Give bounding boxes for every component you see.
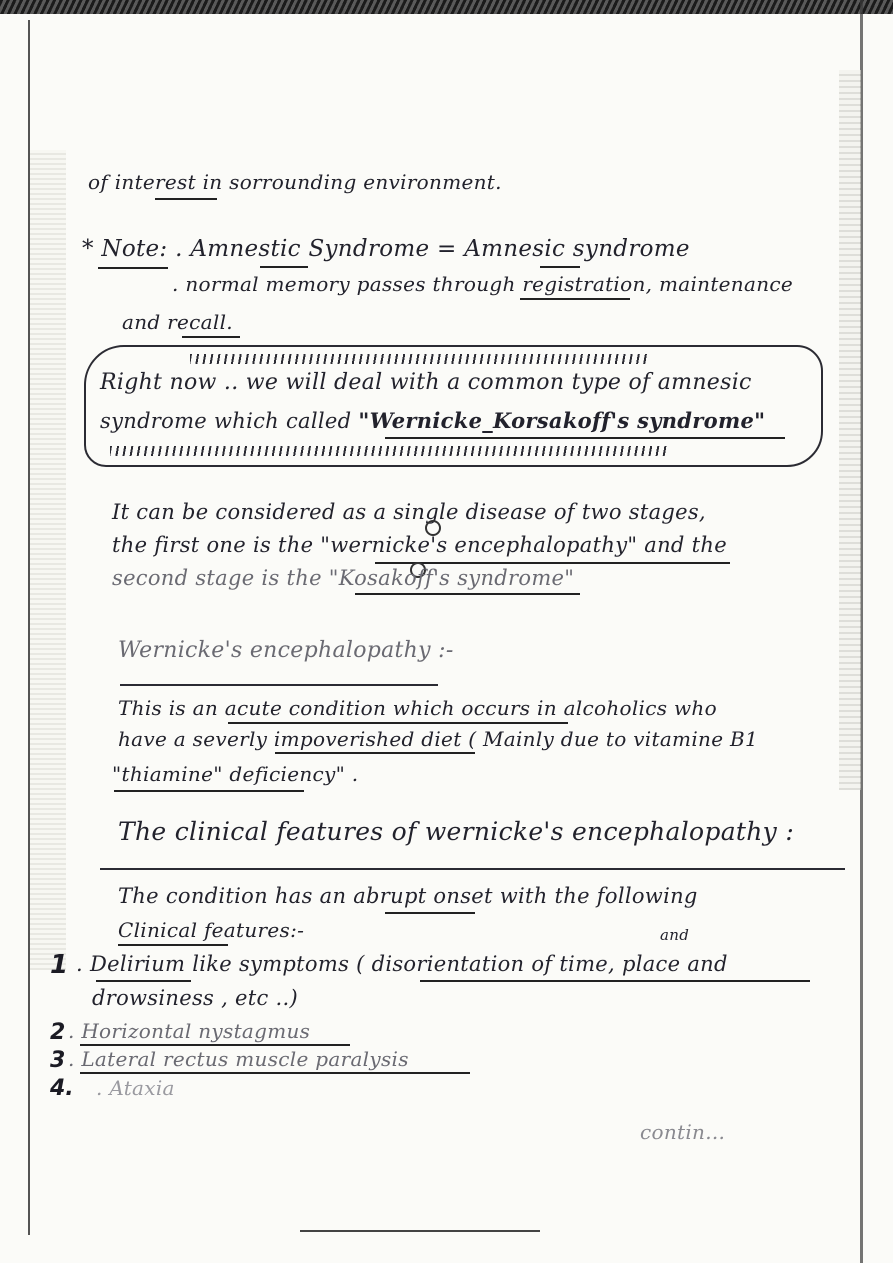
underline-amnesic: [540, 266, 580, 268]
text-line-second-stage: second stage is the "Kosakoff's syndrome": [112, 566, 575, 590]
list-item-delirium: . Delirium like symptoms ( disorientation of time, place and: [76, 952, 728, 976]
underline-note: [98, 267, 168, 269]
underline-wernicke-encephalopathy: [375, 562, 730, 564]
underline-clinical-features: [118, 944, 228, 946]
list-item-ataxia: . Ataxia: [96, 1076, 175, 1100]
text-line-acute: This is an acute condition which occurs in alcoholics who: [118, 696, 717, 720]
bubble-scribble-bottom: [110, 446, 670, 456]
text-line-clinical-features: Clinical features:-: [118, 918, 305, 942]
underline-wernicke-korsakoff: [385, 437, 785, 439]
underline-lateral-rectus: [80, 1072, 470, 1074]
underline-registration: [520, 298, 630, 300]
list-item-drowsiness: drowsiness , etc ..): [92, 986, 298, 1010]
text-line-syndrome: [100, 408, 765, 433]
heading-clinical-features: The clinical features of wernicke's encephalopathy :: [118, 817, 795, 846]
list-number-3: 3: [50, 1048, 66, 1073]
bubble-scribble-top: [190, 354, 650, 364]
underline-nystagmus: [80, 1044, 350, 1046]
text-line-abrupt-onset: The condition has an abrupt onset with the following: [118, 884, 698, 908]
underline-abrupt: [385, 912, 475, 914]
underline-interest: [155, 198, 217, 200]
scan-top-edge: [0, 0, 893, 14]
text-line-thiamine: "thiamine" deficiency" .: [112, 762, 359, 786]
underline-acute-condition: [228, 722, 568, 724]
underline-korsakoff: [355, 593, 580, 595]
text-line-first-stage: the first one is the "wernicke's encephalopathy" and the: [112, 533, 727, 557]
scan-right-shadow: [839, 70, 861, 790]
inserted-and: and: [660, 926, 690, 944]
wernicke-korsakoff-title: "Wernicke_Korsakoff's syndrome": [358, 408, 766, 433]
list-item-nystagmus: . Horizontal nystagmus: [68, 1019, 311, 1043]
continued-note: contin...: [640, 1120, 726, 1144]
list-item-lateral-rectus: . Lateral rectus muscle paralysis: [68, 1047, 409, 1071]
page-bottom-line: [300, 1230, 540, 1232]
text-line-memory: . normal memory passes through registration, maintenance: [172, 272, 794, 296]
text-line-diet: have a severly impoverished diet ( Mainly due to vitamine B1: [118, 727, 759, 751]
circle-mark-1: [425, 520, 441, 536]
list-number-2: 2: [50, 1020, 66, 1045]
list-number-4: 4.: [50, 1076, 74, 1101]
underline-delirium: [96, 980, 191, 982]
underline-amnestic: [260, 266, 308, 268]
syndrome-which-called: syndrome which called: [100, 409, 359, 433]
heading-rule-1: [120, 684, 438, 686]
underline-disorientation: [420, 980, 810, 982]
text-line-single-disease: It can be considered as a single disease of two stages,: [112, 500, 706, 524]
heading-rule-2: [100, 868, 845, 870]
scan-left-shadow: [30, 150, 66, 970]
heading-wernicke-encephalopathy: Wernicke's encephalopathy :-: [118, 638, 454, 663]
underline-impoverished: [275, 752, 475, 754]
underline-recall: [182, 336, 240, 338]
text-line-right-now: Right now .. we will deal with a common type of amnesic: [100, 370, 752, 395]
text-line-note: * Note: . Amnestic Syndrome = Amnesic syndrome: [82, 236, 690, 262]
list-number-1: 1: [50, 950, 69, 980]
text-line-recall: and recall.: [122, 310, 233, 334]
underline-thiamine: [114, 790, 304, 792]
text-line-interest: of interest in sorrounding environment.: [88, 170, 502, 194]
